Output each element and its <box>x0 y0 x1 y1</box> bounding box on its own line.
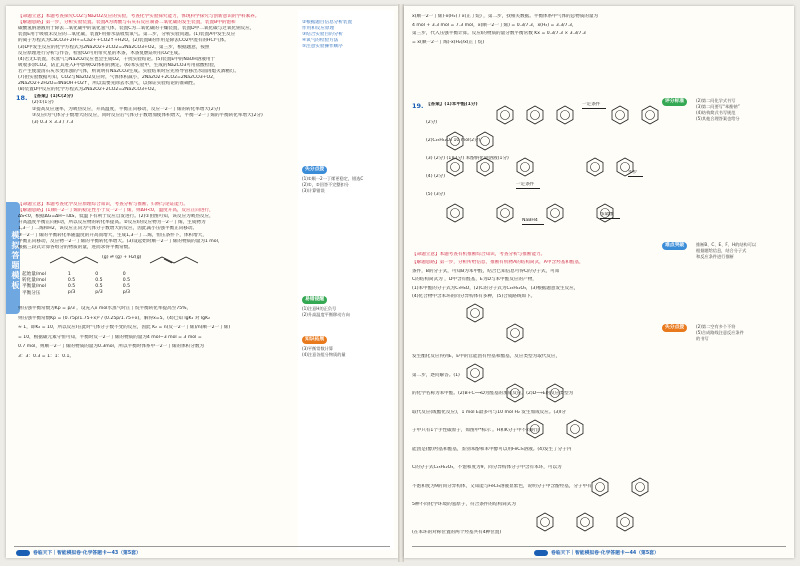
text-line: 发生酯化反应得到E，E中的官能团有羟基和酯基，反应类型为取代反应， <box>412 354 561 359</box>
text-line: ③反应Ⅰ为气体分子数增大的反应，同时反应后气体分子数增加使体积增大，平衡一2一丁烯的平衡转化率增大(2分) <box>32 113 263 119</box>
publisher-logo-icon <box>16 550 30 556</box>
table-cell: 平衡分压 <box>22 290 41 296</box>
text-line: (4)化合物中含苯环的同分异构体有多种，(5)合成路线如下。 <box>412 294 536 299</box>
margin-note: (4)结构简式书写规范 <box>696 110 736 115</box>
text-line: 作用和反应原理 <box>302 26 335 32</box>
reagent-label: 浓硫酸 <box>600 212 620 219</box>
text-line: ③一2一丁烯的平衡转化率随温度的升高而增大，生成1,3一丁二烯，恒压条件下，体积增大， <box>18 232 207 238</box>
table-cell: 0.5 <box>122 277 130 283</box>
left-footer <box>16 549 141 556</box>
text-line: 反应原理进行分析与作答，检验O2可用带火星的木条，木条复燃证明有O2生成。 <box>18 50 183 56</box>
text-line: ⑤注意实验操作顺序 <box>302 44 343 50</box>
table-cell: 0 <box>95 271 99 277</box>
text-line: (8)装置D中反应的化学方程式为2Na2O2+2CO2=2Na2CO3+O2。 <box>18 87 159 93</box>
text-line: 【命题立意】本题考查有机推断综合知识，考查分析与推断能力。 <box>412 252 546 257</box>
text-line: 5种不同化学环境的氢原子，符合条件的结构简式为 <box>412 502 516 507</box>
text-line: = x(顺一2一丁烯)·x(H₂)/x(正丁烷) <box>412 39 485 45</box>
table-cell: p/3 <box>122 290 131 296</box>
margin-note: (1)注意H的正负号 <box>302 306 337 311</box>
benzene-ring-structure <box>609 104 631 126</box>
text-line: (2)①(1分) <box>32 100 54 106</box>
text-line: 根据三段式计算各组分的物质的量，进而求得平衡常数。 <box>18 244 133 250</box>
table-cell: p/3 <box>95 290 103 296</box>
reagent-label: 一定条件 <box>582 102 606 109</box>
text-line: 装置E用于吸收未反应的二氧化碳，装置F用排水法收集氧气。第二步，分析实验问题。(1)装置A中发生反应 <box>18 32 236 38</box>
text-line: C的结构简式为 ，D中含有醛基，E为D与苯甲醛反应的产物， <box>412 277 537 283</box>
text-line: 吸收多余CO2，防止其进入F中影响O2体积的测定。(6)本实验中，生成的Na2CO3可用盐酸检验， <box>18 62 219 68</box>
ice-table <box>18 271 146 296</box>
question-18-number: 18. <box>16 94 28 102</box>
text-line: (4)若无C装置，水蒸气与Na2O2反应也会生成O2，干扰实验结论。(5)装置E中的NaOH溶液用于 <box>18 56 216 62</box>
table-cell: p/3 <box>67 290 76 296</box>
margin-tag: 评分标准 <box>662 98 687 106</box>
right-footer-text: 卷临天下｜智能模拟卷·化学答题卡—44（第5套） <box>551 551 659 556</box>
text-line: 则压强平衡常数为Kp = p/3 ，设充入x mol水蒸气时正丁烷平衡转化率提高至75%， <box>18 306 192 311</box>
text-line: 升高温度平衡正向移动，所以反应物的转化率提高。②反应Ⅰ的反应物为一2一丁烯，生成物为 <box>18 220 206 226</box>
margin-note: (3)计算错误 <box>302 188 325 193</box>
reaction-text: (g) ⇌ (g) + H2(g) <box>102 255 142 260</box>
text-line: 【解题思路】(1)顺一2一丁烯的稳定性小于反一2一丁烯，则ΔH<0，温度升高，反应正向进行， <box>18 208 214 214</box>
benzene-ring-structure <box>574 511 596 533</box>
margin-note: 和反应条件进行推断 <box>696 254 734 259</box>
text-line: 取代反应(或酯化反应)，1 mol E最多可与10 mol H₂ 发生加成反应。(3)I分 <box>412 409 566 415</box>
text-line: 【解题思路】第一步，分析实验装置。装置A为诱酸与石灰石反应制备二氧化碳的发生装置，装置B中的饱和 <box>18 20 236 26</box>
margin-note: (2)升高温度平衡移动方向 <box>302 312 350 317</box>
footer-rule <box>412 546 786 547</box>
text-line: ②根据题目信息分析装置 <box>302 20 353 25</box>
text-line: (1)苯甲醛的分子式为C₇H₆O，(2)C的分子式为C₁₅H₁₂O₃，(3)根据题意发生反应， <box>412 285 579 291</box>
text-line: 【命题立意】本题考查化学反应原理综合知识，考查分析与推断、归纳与论证能力。 <box>18 202 188 207</box>
text-line: (7)由实验数据可知，CO2与Na2O2反应时，气体体积减小，2Na2O2+2CO2=2Na2CO3+O2， <box>18 75 218 80</box>
benzene-ring-structure <box>444 202 466 224</box>
margin-note: (3)平衡常数计算 <box>302 346 334 351</box>
text-line: 则压强平衡常数Kp = (0.75p/1.75+x)² / (0.25p/1.75+x)，解得x=5。(4)已知 lgK₁ 对 lgK₂ <box>18 315 210 321</box>
left-footer-text: 卷临天下｜智能模拟卷·化学答题卡—43（第5套） <box>33 551 141 556</box>
margin-note: 根据题给信息，结合分子式 <box>696 248 747 253</box>
publisher-logo-icon <box>534 550 548 556</box>
text-line: x(顺一2一丁烯)·x(H₂) / x(正丁烷) ，第二步，找相关数据。平衡体系中气体的总物质的量为 <box>412 14 599 19</box>
table-cell: 转化量/mol <box>22 278 46 284</box>
text-line: 若产生使澄清石灰水变浑浊的气体，则说明有Na2CO3生成。实验结束时应先将导管移出水面再熄灭酒精灯。 <box>18 68 240 74</box>
text-line: 【解题思路】第一步，分析所给信息，推断有机物A的结构简式，A中含羟基和醛基， <box>412 260 584 266</box>
margin-note: (4)注意各组分物质的量 <box>302 352 346 357</box>
text-line: 的离子方程式为CaCO3+2H+=Ca2++CO2↑+H2O。(2)装置B的作用是除去CO2中混有的HCl气体。 <box>18 38 229 44</box>
table-cell: 0.5 <box>95 277 103 283</box>
text-line: 3：3：0.3 = 1：1：0.1。 <box>18 353 75 359</box>
reagent-label: NaBH4 <box>522 218 544 225</box>
text-line: ≈ 1，即K₂ = 10，所以反应Ⅰ在此时气体分子数不变的反应，因此 K₂ = n(反一2一丁烯)/n(顺一2一丁烯) <box>18 325 231 330</box>
text-line: 【命题立意】本题考查探究CO2与Na2O2反应的实验，考查化学实验探究能力，体现科学探究与创新意识的学科素养。 <box>18 14 260 19</box>
text-line: (4) (2分) <box>426 174 446 179</box>
text-line: 能团是(醇)羟基和醛基，鉴别苯酚和苯甲醇可以用FeCl₃溶液。(4)发生了分子内 <box>412 446 572 452</box>
table-cell: 0.5 <box>95 283 103 289</box>
text-line: (2)C₁₅H₁₂O₃ 10 mol(2分) <box>426 138 481 143</box>
benzene-ring-structure <box>584 156 606 178</box>
text-line: 的化学名称为苯甲醛。(2)B+C⟶D为醛基的加成反应。(2)D⟶E的反应类型为 <box>412 391 574 396</box>
text-line: 1,3一丁二烯和H2，该反应正向为气体分子数增大的反应，因此减小压强平衡正向移动。 <box>18 226 198 232</box>
text-line: 2Na2O2+2H2O=4NaOH+O2↑，所以需要先除去水蒸气，以保证实验结论的准确性。 <box>18 81 198 87</box>
reagent-label: 一定条件 <box>516 182 540 189</box>
text-line: 4 mol + 3.3 mol = 7.3 mol，x(顺一2一丁烯) = 0.3/7.3，x(H₂) = 3.3/7.3， <box>412 22 577 28</box>
margin-note: (3)第二问要写“苯酚钠” <box>696 104 740 109</box>
benzene-ring-structure <box>639 104 661 126</box>
text-line: 子中只有1个手性碳原子，如图中*标示 。H和K分子中不同的官 <box>412 428 540 433</box>
text-line: 碳酸氢钠溶液用于除去二氧化碳中的氯化氢气体，装置C为二氧化碳的干燥装置，装置D中二氧化碳与过氧化钠反应， <box>18 26 255 32</box>
text-line: 第二步，逐问解答。(1) <box>412 372 460 378</box>
table-row <box>18 290 146 296</box>
benzene-ring-structure <box>444 156 466 178</box>
text-line: 条件，B的分子式，可知B为苯甲醛，结合已知信息可得C的分子式，可知 <box>412 268 560 274</box>
text-line: (3)D中发生反应的化学方程式为2Na2O2+2CO2=2Na2CO3+O2。第三步，根据题意，按照 <box>18 44 210 50</box>
table-cell: 0.5 <box>67 283 76 289</box>
reagent-label: 多步 <box>628 170 643 177</box>
margin-note: 推断B、C、E、F、H的结构可以 <box>696 242 757 247</box>
text-line: ΔS<0，根据ΔG=ΔH−TΔS，低温下有利于反应自发进行。(2)①由图可知，该反应为吸热反应， <box>18 214 214 220</box>
benzene-ring-structure <box>464 302 486 324</box>
text-line: 第三步，代入压强平衡计算。反应Ⅰ的物质的量分数平衡常数 Kx = 0.3/7.3 × 3.3/7.3 <box>412 31 586 36</box>
right-footer <box>534 549 659 556</box>
text-line: ③结合实验目的分析 <box>302 32 343 38</box>
benzene-ring-structure <box>474 130 496 152</box>
right-page <box>404 6 794 558</box>
benzene-ring-structure <box>474 156 496 178</box>
text-line: ②提高反应速率，为吸热反应，升高温度，平衡正向移动，反应一2一丁烯的转化率增大(2分) <box>32 106 221 112</box>
margin-note: (2)第二空有多个不符 <box>696 324 736 329</box>
benzene-ring-structure <box>524 104 546 126</box>
left-margin-column <box>298 10 394 550</box>
question-19-number: 19. <box>412 102 424 110</box>
left-page <box>6 6 398 558</box>
benzene-ring-structure <box>494 202 516 224</box>
table-cell: 0.5 <box>67 277 76 283</box>
benzene-ring-structure <box>544 202 566 224</box>
text-line: (3) 0.3 × 3.3 / 7.3 <box>32 119 74 125</box>
text-line: (2分) <box>426 120 438 125</box>
benzene-ring-structure <box>554 104 576 126</box>
margin-tag: 易错提醒 <box>302 296 327 304</box>
margin-note: (2)①，②回答不完整扣分 <box>302 182 349 187</box>
margin-note: (2)第二问化学式书写 <box>696 98 736 103</box>
margin-note: (5)合成路线注意反应条件 <box>696 330 744 335</box>
benzene-ring-structure <box>534 511 556 533</box>
margin-tag: 难点突破 <box>662 242 687 250</box>
last-note: (在苯环的对称位置的两个羟基共有4种位置) <box>412 530 502 535</box>
table-cell: 0 <box>122 271 126 277</box>
text-line: ④氧气的检验方法 <box>302 38 339 44</box>
text-line: 不饱和度为9的同分异构体，又知能与FeCl₃溶液显紫色，说明分子中含酚羟基，分子中有 <box>412 483 592 489</box>
text-line: 【答案】(1)C(2分) <box>32 94 74 99</box>
text-line: 平衡正向移动，反应物一2一丁烯的平衡转化率增大。(3)设起始时顺一2一丁烯的物质的量为1 mol， <box>18 238 223 244</box>
text-line: = 10，根据碳元素守恒可知，平衡时反一2一丁烯的物质的量为4 mol−3 mol = 3 mol = <box>18 334 202 340</box>
table-cell: 起始量/mol <box>22 272 46 278</box>
footer-rule <box>14 546 390 547</box>
side-tab: 模拟答题模板 <box>6 202 20 314</box>
margin-tag: 失分点拨 <box>662 324 687 332</box>
margin-note: (5)其他合理答案也给分 <box>696 116 740 121</box>
margin-note: 的书写 <box>696 336 709 341</box>
benzene-ring-structure <box>514 156 536 178</box>
table-cell: 0.5 <box>122 283 130 289</box>
table-cell: 1 <box>67 271 71 277</box>
benzene-ring-structure <box>444 130 466 152</box>
margin-note: (1)①顺一2一丁烯更稳定，错选C <box>302 176 364 181</box>
table-cell: 平衡量/mol <box>22 284 46 290</box>
benzene-ring-structure <box>614 511 636 533</box>
text-line: (3) (2分) (1)(1分) 苯酚钠化钡溶液(1分) <box>426 156 509 161</box>
margin-tag: 失分点拨 <box>302 166 327 174</box>
text-line: (5) (3分) <box>426 192 446 197</box>
text-line: 【答案】(1)苯甲醛(1分) <box>426 102 478 107</box>
text-line: 0.7 mol，则顺一2一丁烯的物质的量为0.3mol，所以平衡时体系中一2一丁烯的体积分数为 <box>18 344 205 349</box>
benzene-ring-structure <box>504 322 526 344</box>
margin-tag: 知识拓展 <box>302 336 327 344</box>
benzene-ring-structure <box>494 104 516 126</box>
text-line: C的分子式C₁₅H₁₂O₃，不饱和度为9，同分异构体分子中含有苯环，可以为 <box>412 465 562 470</box>
